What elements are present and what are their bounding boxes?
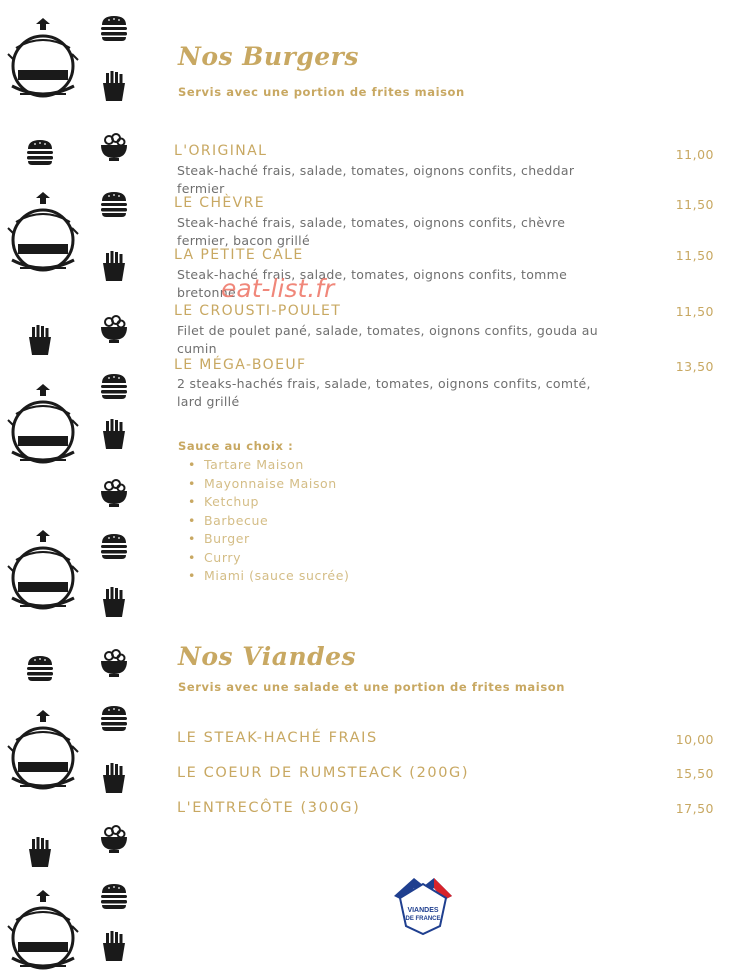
list-item: • Burger (188, 530, 349, 549)
fries-icon (98, 250, 130, 282)
menu-item-price: 15,50 (675, 766, 714, 781)
menu-item-price: 13,50 (675, 359, 714, 374)
menu-item-price: 11,00 (675, 147, 714, 162)
viandes-title: Nos Viandes (178, 642, 357, 671)
fries-icon (98, 586, 130, 618)
menu-item-price: 10,00 (675, 732, 714, 747)
bowl-icon (98, 822, 130, 854)
menu-item-price: 11,50 (675, 197, 714, 212)
bowl-icon (98, 312, 130, 344)
menu-item-description: Steak-haché frais, salade, tomates, oignons confits, cheddar fermier (177, 163, 575, 196)
burger-icon (24, 652, 56, 684)
burger-icon (98, 370, 130, 402)
menu-item-description: Steak-haché frais, salade, tomates, oignons confits, tomme bretonne (177, 267, 568, 300)
la-petite-cale-logo (6, 890, 80, 976)
la-petite-cale-logo (6, 530, 80, 616)
burger-icon (24, 136, 56, 168)
fries-icon (98, 70, 130, 102)
menu-item-name: LE COEUR DE RUMSTEACK (200G) (177, 765, 470, 781)
badge-line1: VIANDES (407, 907, 439, 914)
list-item: • Ketchup (188, 493, 349, 512)
bowl-icon (98, 476, 130, 508)
fries-icon (98, 930, 130, 962)
fries-icon (98, 762, 130, 794)
menu-content (174, 0, 714, 960)
fries-icon (24, 836, 56, 868)
la-petite-cale-logo (6, 384, 80, 470)
list-item: • Mayonnaise Maison (188, 475, 349, 494)
burger-icon (98, 188, 130, 220)
menu-item-name: L'ORIGINAL (174, 143, 268, 159)
menu-item-price: 11,50 (675, 304, 714, 319)
burgers-title: Nos Burgers (178, 42, 359, 71)
list-item: • Barbecue (188, 512, 349, 531)
la-petite-cale-logo (6, 710, 80, 796)
menu-item-name: LE STEAK-HACHÉ FRAIS (177, 730, 378, 746)
la-petite-cale-logo (6, 18, 80, 104)
badge-line2: DE FRANCE (405, 916, 441, 922)
menu-item-name: LE CROUSTI-POULET (174, 303, 342, 319)
la-petite-cale-logo (6, 192, 80, 278)
menu-item-price: 17,50 (675, 801, 714, 816)
viandes-subtitle: Servis avec une salade et une portion de frites maison (178, 680, 566, 694)
watermark: eat-list.fr (221, 274, 335, 303)
menu-item-name: LE MÉGA-BOEUF (174, 357, 307, 373)
burgers-subtitle: Servis avec une portion de frites maison (178, 85, 465, 99)
menu-item-description: Steak-haché frais, salade, tomates, oignons confits, chèvre fermier, bacon grillé (177, 215, 566, 248)
bowl-icon (98, 646, 130, 678)
sauce-title: Sauce au choix : (178, 439, 294, 453)
menu-item-name: L'ENTRECÔTE (300G) (177, 800, 361, 816)
burger-icon (98, 530, 130, 562)
bowl-icon (98, 130, 130, 162)
menu-item-price: 11,50 (675, 248, 714, 263)
fries-icon (24, 324, 56, 356)
list-item: • Miami (sauce sucrée) (188, 567, 349, 586)
fries-icon (98, 418, 130, 450)
burger-icon (98, 702, 130, 734)
list-item: • Tartare Maison (188, 456, 349, 475)
menu-item-description: Filet de poulet pané, salade, tomates, oignons confits, gouda au cumin (177, 323, 598, 356)
list-item: • Curry (188, 549, 349, 568)
menu-item-name: LA PETITE CALE (174, 247, 304, 263)
viandes-de-france-badge (390, 874, 456, 936)
menu-item-name: LE CHÈVRE (174, 195, 265, 211)
burger-icon (98, 12, 130, 44)
decorative-sidebar (0, 0, 150, 960)
sauce-list (188, 456, 349, 586)
menu-item-description: 2 steaks-hachés frais, salade, tomates, oignons confits, comté, lard grillé (177, 376, 591, 409)
burger-icon (98, 880, 130, 912)
